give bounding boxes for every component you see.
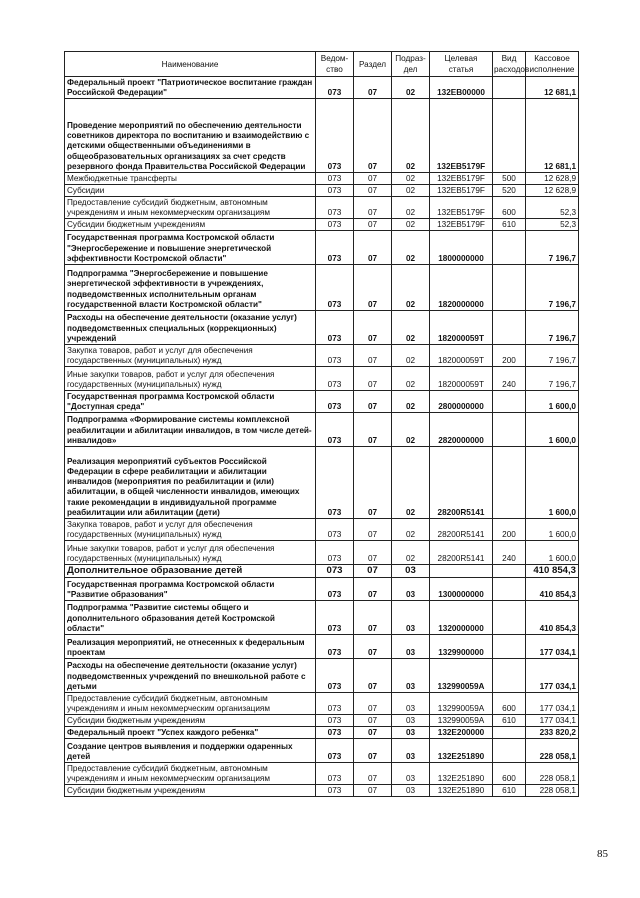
row-subsection: 03 [392,715,430,727]
table-row [65,727,579,739]
row-subsection: 02 [392,447,430,519]
row-name: Реализация мероприятий субъектов Российской Федерации в сфере реабилитации и абилитации инвалидов (мероприятия по реабилитации и (или) абилитации, в общей численности инвалидов, имеющих такие рекомендации в индивидуальной программе реабилитации или абилитации (дети) [65,447,316,519]
table-row [65,311,579,345]
row-amount: 1 600,0 [526,391,579,413]
row-section: 07 [354,785,392,797]
row-target: 182000059Т [430,311,493,345]
row-target: 132E251890 [430,763,493,785]
row-target: 132990059А [430,659,493,693]
row-section: 07 [354,197,392,219]
row-amount: 233 820,2 [526,727,579,739]
row-subsection: 02 [392,185,430,197]
row-subsection: 03 [392,578,430,601]
row-name: Расходы на обеспечение деятельности (оказание услуг) подведомственных учреждений по внешкольной работе с детьми [65,659,316,693]
row-exptype [493,413,526,447]
row-name: Предоставление субсидий бюджетным, автономным учреждениям и иным некоммерческим организациям [65,693,316,715]
row-target: 132EB5179F [430,219,493,231]
row-name: Межбюджетные трансферты [65,173,316,185]
row-name: Иные закупки товаров, работ и услуг для обеспечения государственных (муниципальных) нужд [65,541,316,565]
row-name: Подпрограмма "Энергосбережение и повышение энергетической эффективности в учреждениях, подведомственных исполнительным органам государственной власти Костромской области" [65,265,316,311]
row-exptype: 610 [493,219,526,231]
row-name: Субсидии бюджетным учреждениям [65,219,316,231]
row-target: 182000059Т [430,367,493,391]
row-subsection: 02 [392,413,430,447]
table-row [65,231,579,265]
row-amount: 228 058,1 [526,763,579,785]
row-amount: 410 854,3 [526,565,579,578]
row-exptype: 520 [493,185,526,197]
row-exptype: 600 [493,763,526,785]
row-amount: 7 196,7 [526,265,579,311]
row-section: 07 [354,219,392,231]
row-target: 132EB5179F [430,173,493,185]
table-body [65,77,579,797]
row-name: Государственная программа Костромской области "Энергосбережение и повышение энергетической эффективности Костромской области" [65,231,316,265]
row-exptype: 500 [493,173,526,185]
row-target: 28200R5141 [430,447,493,519]
row-dept: 073 [316,413,354,447]
header-cash: Кассовое исполнение [526,52,579,77]
row-section: 07 [354,693,392,715]
header-target: Целевая статья [430,52,493,77]
row-dept: 073 [316,541,354,565]
row-subsection: 02 [392,219,430,231]
row-subsection: 02 [392,231,430,265]
budget-table [64,51,579,797]
row-section: 07 [354,367,392,391]
row-subsection: 02 [392,265,430,311]
row-dept: 073 [316,219,354,231]
table-row [65,219,579,231]
row-name: Расходы на обеспечение деятельности (оказание услуг) подведомственных специальных (коррекционных) учреждений [65,311,316,345]
row-dept: 073 [316,231,354,265]
row-exptype [493,265,526,311]
row-dept: 073 [316,578,354,601]
row-name: Дополнительное образование детей [65,565,316,578]
row-target: 132E200000 [430,727,493,739]
row-exptype [493,659,526,693]
row-target: 1300000000 [430,578,493,601]
row-target: 1800000000 [430,231,493,265]
row-exptype: 610 [493,785,526,797]
row-amount: 410 854,3 [526,578,579,601]
row-amount: 12 628,9 [526,185,579,197]
row-amount: 177 034,1 [526,715,579,727]
row-exptype: 200 [493,519,526,541]
table-row [65,413,579,447]
row-section: 07 [354,311,392,345]
row-target: 132EB00000 [430,77,493,99]
table-row [65,185,579,197]
table-row [65,519,579,541]
row-target: 1320000000 [430,601,493,635]
row-exptype: 200 [493,345,526,367]
row-exptype: 610 [493,715,526,727]
row-name: Реализация мероприятий, не отнесенных к федеральным проектам [65,635,316,659]
row-amount: 7 196,7 [526,231,579,265]
table-row [65,447,579,519]
table-row [65,99,579,173]
header-subsection: Подраз- дел [392,52,430,77]
row-subsection: 03 [392,785,430,797]
row-amount: 1 600,0 [526,541,579,565]
row-dept: 073 [316,185,354,197]
row-dept: 073 [316,763,354,785]
row-dept: 073 [316,447,354,519]
row-subsection: 02 [392,519,430,541]
row-name: Субсидии [65,185,316,197]
table-row [65,693,579,715]
row-amount: 7 196,7 [526,367,579,391]
row-name: Государственная программа Костромской области "Доступная среда" [65,391,316,413]
row-section: 07 [354,99,392,173]
row-section: 07 [354,345,392,367]
row-subsection: 03 [392,739,430,763]
row-target [430,565,493,578]
row-amount: 7 196,7 [526,345,579,367]
table-row [65,785,579,797]
row-name: Подпрограмма "Развитие системы общего и дополнительного образования детей Костромской области" [65,601,316,635]
row-section: 07 [354,77,392,99]
row-exptype [493,77,526,99]
row-target: 132E251890 [430,739,493,763]
row-target: 182000059Т [430,345,493,367]
table-row [65,739,579,763]
row-dept: 073 [316,173,354,185]
row-exptype: 600 [493,693,526,715]
row-name: Подпрограмма «Формирование системы комплексной реабилитации и абилитации инвалидов, в том числе детей-инвалидов» [65,413,316,447]
row-target: 28200R5141 [430,519,493,541]
row-subsection: 02 [392,173,430,185]
row-dept: 073 [316,727,354,739]
table-row [65,715,579,727]
row-exptype: 240 [493,541,526,565]
table-row [65,565,579,578]
row-target: 132990059А [430,693,493,715]
row-exptype [493,447,526,519]
table-row [65,763,579,785]
row-name: Государственная программа Костромской области "Развитие образования" [65,578,316,601]
table-row [65,601,579,635]
table-row [65,578,579,601]
row-name: Закупка товаров, работ и услуг для обеспечения государственных (муниципальных) нужд [65,345,316,367]
table-row [65,173,579,185]
table-row [65,345,579,367]
row-amount: 7 196,7 [526,311,579,345]
row-section: 07 [354,391,392,413]
row-amount: 12 681,1 [526,77,579,99]
row-subsection: 02 [392,367,430,391]
row-name: Закупка товаров, работ и услуг для обеспечения государственных (муниципальных) нужд [65,519,316,541]
row-amount: 52,3 [526,197,579,219]
row-target: 132EB5179F [430,99,493,173]
row-name: Иные закупки товаров, работ и услуг для обеспечения государственных (муниципальных) нужд [65,367,316,391]
row-dept: 073 [316,345,354,367]
page-number: 85 [597,848,608,860]
row-target: 2800000000 [430,391,493,413]
row-section: 07 [354,715,392,727]
row-amount: 1 600,0 [526,519,579,541]
row-section: 07 [354,739,392,763]
row-section: 07 [354,519,392,541]
row-section: 07 [354,727,392,739]
row-subsection: 02 [392,197,430,219]
row-dept: 073 [316,635,354,659]
row-exptype [493,99,526,173]
row-amount: 12 681,1 [526,99,579,173]
row-dept: 073 [316,99,354,173]
row-dept: 073 [316,77,354,99]
row-section: 07 [354,231,392,265]
row-amount: 228 058,1 [526,739,579,763]
table-row [65,367,579,391]
row-exptype [493,391,526,413]
row-exptype [493,311,526,345]
row-exptype [493,578,526,601]
row-dept: 073 [316,367,354,391]
row-target: 132990059А [430,715,493,727]
row-dept: 073 [316,693,354,715]
row-amount: 177 034,1 [526,659,579,693]
row-section: 07 [354,173,392,185]
row-subsection: 02 [392,345,430,367]
row-exptype [493,231,526,265]
row-exptype [493,727,526,739]
row-dept: 073 [316,659,354,693]
row-target: 28200R5141 [430,541,493,565]
row-name: Проведение мероприятий по обеспечению деятельности советников директора по воспитанию и взаимодействию с детскими общественными объединениями в общеобразовательных организациях за счет средств резервного фонда Правительства Российской Федерации [65,99,316,173]
row-target: 1820000000 [430,265,493,311]
row-amount: 410 854,3 [526,601,579,635]
row-name: Субсидии бюджетным учреждениям [65,785,316,797]
row-section: 07 [354,565,392,578]
header-exptype: Вид расходов [493,52,526,77]
row-exptype [493,635,526,659]
row-target: 132EB5179F [430,197,493,219]
table-row [65,659,579,693]
row-dept: 073 [316,739,354,763]
row-subsection: 03 [392,693,430,715]
row-name: Федеральный проект "Патриотическое воспитание граждан Российской Федерации" [65,77,316,99]
row-subsection: 03 [392,727,430,739]
row-target: 1329900000 [430,635,493,659]
row-dept: 073 [316,565,354,578]
row-name: Федеральный проект "Успех каждого ребенка" [65,727,316,739]
row-dept: 073 [316,715,354,727]
row-section: 07 [354,265,392,311]
row-section: 07 [354,601,392,635]
row-subsection: 03 [392,565,430,578]
row-amount: 228 058,1 [526,785,579,797]
row-dept: 073 [316,519,354,541]
row-name: Предоставление субсидий бюджетным, автономным учреждениям и иным некоммерческим организациям [65,763,316,785]
row-subsection: 03 [392,659,430,693]
header-name: Наименование [65,52,316,77]
row-subsection: 03 [392,635,430,659]
row-dept: 073 [316,601,354,635]
row-section: 07 [354,659,392,693]
row-name: Субсидии бюджетным учреждениям [65,715,316,727]
row-name: Создание центров выявления и поддержки одаренных детей [65,739,316,763]
row-subsection: 02 [392,77,430,99]
row-dept: 073 [316,311,354,345]
table-row [65,635,579,659]
row-target: 132E251890 [430,785,493,797]
table-row [65,265,579,311]
row-subsection: 03 [392,763,430,785]
row-exptype: 240 [493,367,526,391]
row-exptype [493,565,526,578]
header-section: Раздел [354,52,392,77]
row-section: 07 [354,413,392,447]
row-amount: 177 034,1 [526,693,579,715]
table-row [65,541,579,565]
row-amount: 12 628,9 [526,173,579,185]
row-section: 07 [354,541,392,565]
row-target: 132EB5179F [430,185,493,197]
row-amount: 177 034,1 [526,635,579,659]
row-subsection: 03 [392,601,430,635]
row-dept: 073 [316,197,354,219]
table-row [65,391,579,413]
row-amount: 1 600,0 [526,413,579,447]
header-dept: Ведом- ство [316,52,354,77]
row-dept: 073 [316,265,354,311]
row-exptype [493,739,526,763]
row-section: 07 [354,763,392,785]
row-subsection: 02 [392,311,430,345]
row-subsection: 02 [392,391,430,413]
row-exptype [493,601,526,635]
row-amount: 52,3 [526,219,579,231]
table-row [65,197,579,219]
row-subsection: 02 [392,99,430,173]
row-subsection: 02 [392,541,430,565]
table-header-row [65,52,579,77]
row-section: 07 [354,578,392,601]
row-section: 07 [354,447,392,519]
row-target: 2820000000 [430,413,493,447]
table-row [65,77,579,99]
row-dept: 073 [316,391,354,413]
row-section: 07 [354,635,392,659]
row-dept: 073 [316,785,354,797]
row-amount: 1 600,0 [526,447,579,519]
row-exptype: 600 [493,197,526,219]
row-section: 07 [354,185,392,197]
row-name: Предоставление субсидий бюджетным, автономным учреждениям и иным некоммерческим организациям [65,197,316,219]
